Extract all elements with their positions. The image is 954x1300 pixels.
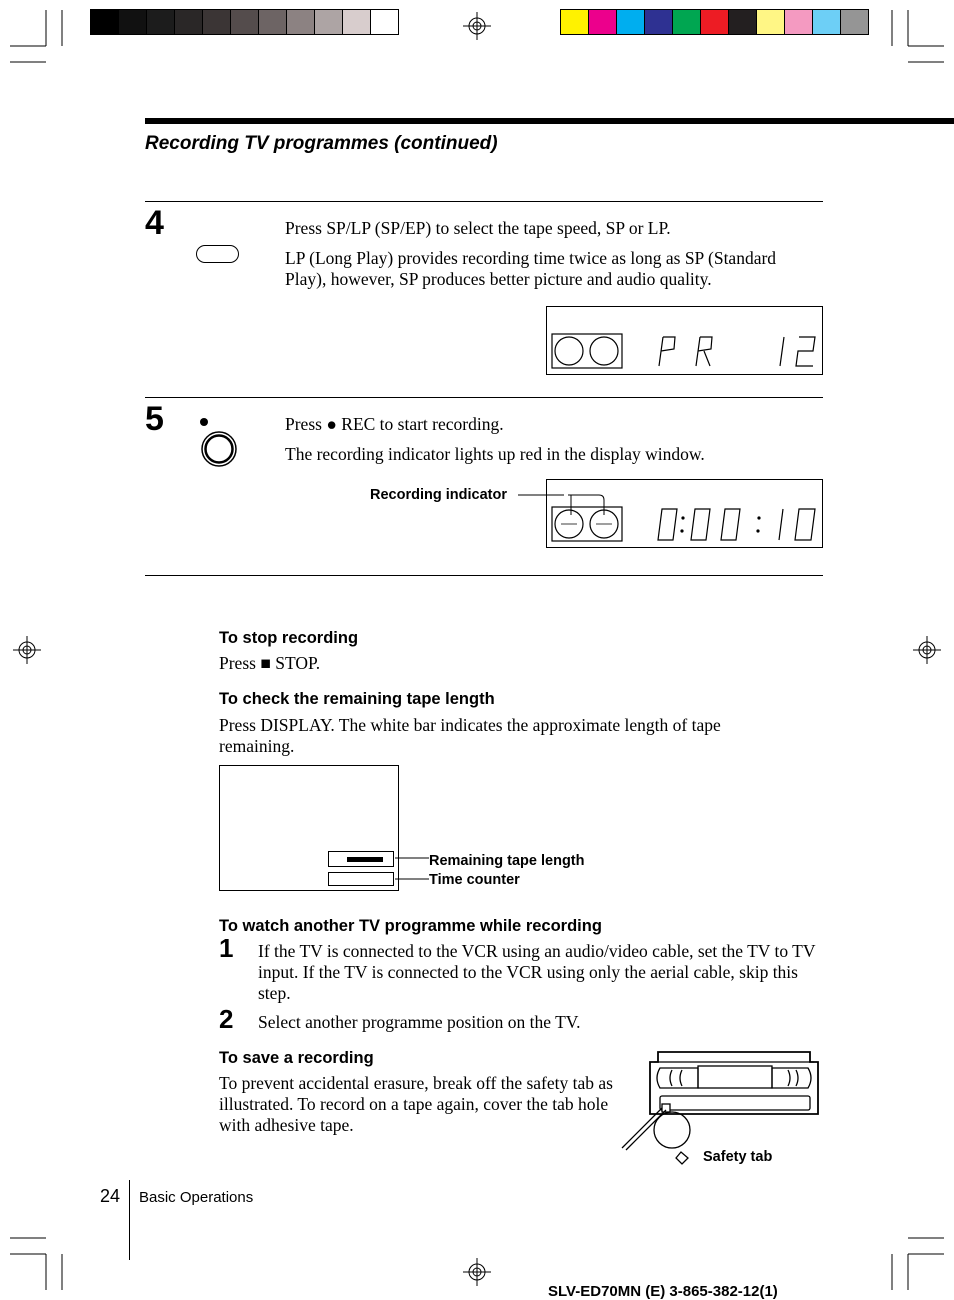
tv-callout-lines: [393, 850, 433, 890]
color-swatch: [175, 10, 203, 34]
step-paragraph: Press SP/LP (SP/EP) to select the tape speed, SP or LP.: [285, 218, 671, 238]
color-swatch: [673, 10, 701, 34]
step-5-text: [285, 414, 805, 474]
time-counter-bar: [328, 872, 394, 886]
sp-lp-button-icon: [196, 245, 239, 263]
color-swatch: [259, 10, 287, 34]
step-paragraph: The recording indicator lights up red in the display window.: [285, 444, 705, 464]
color-swatch: [617, 10, 645, 34]
stop-text: Press ■ STOP.: [219, 653, 321, 673]
time-counter-label: Time counter: [429, 872, 520, 888]
recording-indicator-callout-line: [515, 490, 610, 520]
color-swatch: [287, 10, 315, 34]
step-5-top-rule: [145, 397, 823, 398]
grayscale-calibration-bar: [90, 9, 399, 35]
color-swatch: [231, 10, 259, 34]
color-swatch: [147, 10, 175, 34]
color-swatch: [645, 10, 673, 34]
color-swatch: [785, 10, 813, 34]
display-window-pr12: [546, 306, 823, 375]
color-swatch: [371, 10, 398, 34]
color-swatch: [203, 10, 231, 34]
display-readout: [547, 480, 550, 481]
model-code: SLV-ED70MN (E) 3-865-382-12(1): [548, 1283, 778, 1300]
color-swatch: [119, 10, 147, 34]
color-calibration-bar: [560, 9, 869, 35]
steps-bottom-rule: [145, 575, 823, 576]
remaining-tape-bar: [328, 851, 394, 867]
color-swatch: [91, 10, 119, 34]
display-readout: [547, 307, 549, 308]
color-swatch: [729, 10, 757, 34]
list-item-text: If the TV is connected to the VCR using an audio/video cable, set the TV to TV input. If the TV is connected to the VCR using only the aerial cable, skip this step.: [258, 941, 816, 1003]
step-paragraph: Press ● REC to start recording.: [285, 414, 504, 434]
header-rule: [145, 118, 954, 124]
step-number: 4: [145, 204, 164, 242]
footer-section-name: Basic Operations: [139, 1189, 254, 1206]
remaining-tape-label: Remaining tape length: [429, 853, 585, 869]
section-title: Recording TV programmes (continued): [145, 133, 498, 154]
list-item-number: 1: [219, 933, 234, 963]
footer-divider: [129, 1180, 130, 1260]
color-swatch: [589, 10, 617, 34]
color-swatch: [813, 10, 841, 34]
recording-indicator-label: Recording indicator: [370, 487, 507, 503]
list-item-text: Select another programme position on the TV.: [258, 1012, 581, 1032]
save-text: To prevent accidental erasure, break off the safety tab as illustrated. To record on a tape again, cover the tab hole with adhesive tape.: [219, 1073, 613, 1135]
watch-heading: To watch another TV programme while recording: [219, 917, 602, 935]
color-swatch: [315, 10, 343, 34]
color-swatch: [343, 10, 371, 34]
remaining-text: Press DISPLAY. The white bar indicates the approximate length of tape remaining.: [219, 715, 721, 756]
page-number: 24: [100, 1186, 121, 1206]
step-4-top-rule: [145, 201, 823, 202]
safety-tab-label: Safety tab: [703, 1149, 773, 1165]
color-swatch: [561, 10, 589, 34]
color-swatch: [701, 10, 729, 34]
color-swatch: [757, 10, 785, 34]
save-heading: To save a recording: [219, 1049, 374, 1067]
color-swatch: [841, 10, 868, 34]
step-paragraph: LP (Long Play) provides recording time twice as long as SP (Standard Play), however, SP produces better picture and audio quality.: [285, 248, 777, 289]
tv-screen-illustration: [219, 765, 399, 891]
list-item-number: 2: [219, 1004, 234, 1034]
stop-heading: To stop recording: [219, 629, 359, 647]
display-window-graphic: [547, 307, 821, 373]
step-4-text: [285, 218, 805, 299]
remaining-heading: To check the remaining tape length: [219, 690, 495, 708]
step-number: 5: [145, 400, 164, 438]
rec-button-icon: [198, 417, 242, 476]
